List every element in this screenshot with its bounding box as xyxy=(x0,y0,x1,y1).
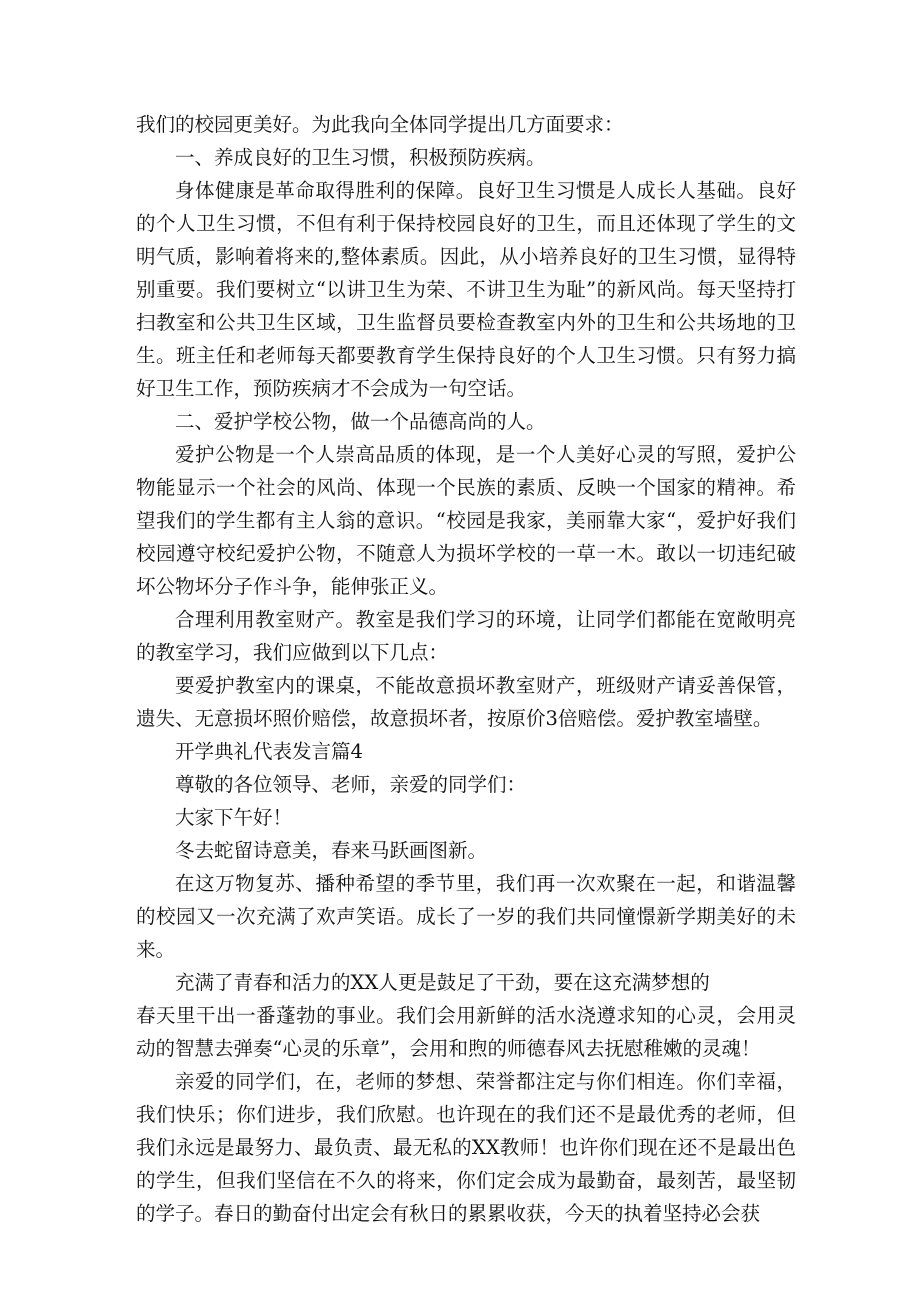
paragraph-4: 二、爱护学校公物，做一个品德高尚的人。 xyxy=(175,410,546,433)
document-body xyxy=(136,108,796,1230)
paragraph-14: 春天里干出一番蓬勃的事业。我们会用新鲜的活水浇遵求知的心灵，会用灵动的智慧去弹奏“心灵的乐章”，会用和煦的师德春风去抚慰稚嫩的灵魂！ xyxy=(136,1004,796,1060)
couplet-line: 冬去蛇留诗意美，春来马跃画图新。 xyxy=(175,839,488,862)
section-heading: 开学典礼代表发言篇4 xyxy=(175,740,363,763)
paragraph-3: 身体健康是革命取得胜利的保障。良好卫生习惯是人成长人基础。良好的个人卫生习惯，不但有利于保持校园良好的卫生，而且还体现了学生的文明气质，影响着将来的,整体素质。因此，从小培养良好的卫生习惯，显得特别重要。我们要树立“以讲卫生为荣、不讲卫生为耻”的新风尚。每天坚持打扫教室和公共卫生区域，卫生监督员要检查教室内外的卫生和公共场地的卫生。班主任和老师每天都要教育学生保持良好的个人卫生习惯。只有努力搞好卫生工作，预防疾病才不会成为一句空话。 xyxy=(136,179,796,400)
greeting-good-afternoon: 大家下午好！ xyxy=(175,806,293,829)
paragraph-7: 要爱护教室内的课桌，不能故意损坏教室财产，班级财产请妥善保管，遗失、无意损坏照价赔偿，故意损坏者，按原价3倍赔偿。爱护教室墙壁。 xyxy=(136,674,796,730)
paragraph-1: 我们的校园更美好。为此我向全体同学提出几方面要求： xyxy=(136,113,624,136)
paragraph-6: 合理利用教室财产。教室是我们学习的环境，让同学们都能在宽敞明亮的教室学习，我们应做到以下几点： xyxy=(136,608,796,664)
paragraph-13: 充满了青春和活力的XX人更是鼓足了干劲，要在这充满梦想的 xyxy=(175,971,710,994)
paragraph-15: 亲爱的同学们，在，老师的梦想、荣誉都注定与你们相连。你们幸福，我们快乐；你们进步，我们欣慰。也许现在的我们还不是最优秀的老师，但我们永远是最努力、最负责、最无私的XX教师！也许你们现在还不是最出色的学生，但我们坚信在不久的将来，你们定会成为最勤奋，最刻苦，最坚韧的学子。春日的勤奋付出定会有秋日的累累收获，今天的执着坚持必会获 xyxy=(136,1070,796,1225)
paragraph-12: 在这万物复苏、播种希望的季节里，我们再一次欢聚在一起，和谐温馨的校园又一次充满了欢声笑语。成长了一岁的我们共同憧憬新学期美好的未来。 xyxy=(136,872,796,961)
greeting-salutation: 尊敬的各位领导、老师，亲爱的同学们： xyxy=(175,773,527,796)
paragraph-5: 爱护公物是一个人崇高品质的体现，是一个人美好心灵的写照，爱护公物能显示一个社会的风尚、体现一个民族的素质、反映一个国家的精神。希望我们的学生都有主人翁的意识。“校园是我家，美丽靠大家“，爱护好我们校园遵守校纪爱护公物，不随意人为损坏学校的一草一木。敢以一切违纪破坏公物坏分子作斗争，能伸张正义。 xyxy=(136,443,796,598)
paragraph-2: 一、养成良好的卫生习惯，积极预防疾病。 xyxy=(175,146,546,169)
